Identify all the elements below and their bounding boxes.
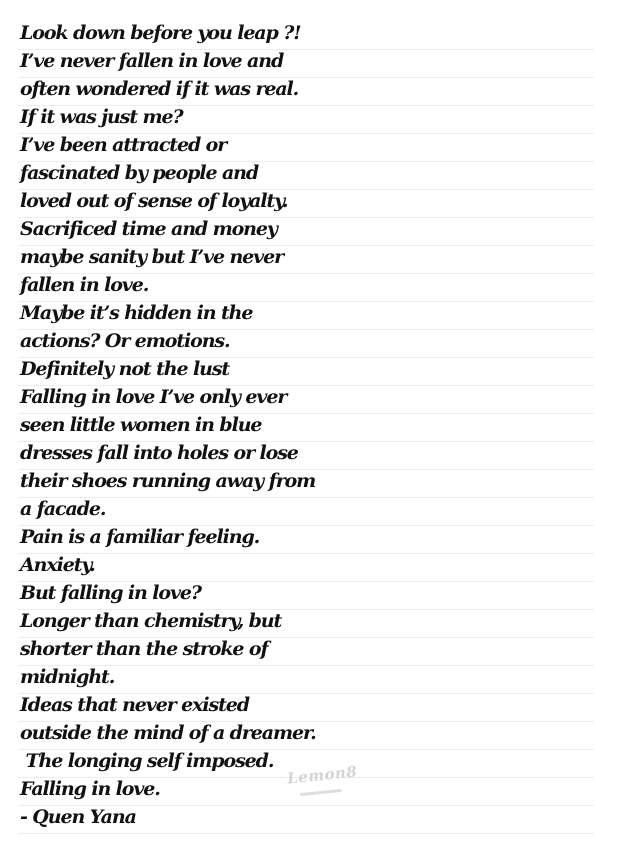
poem-line: midnight. [20, 666, 115, 688]
ruled-line [18, 833, 594, 834]
poem-line: Look down before you leap ?! [20, 22, 301, 44]
poem-line: Definitely not the lust [20, 358, 230, 380]
lemon8-watermark: Lemon8 [286, 762, 359, 788]
poem-line: shorter than the stroke of [20, 638, 268, 660]
poem-text [20, 19, 580, 831]
poem-line: often wondered if it was real. [20, 78, 299, 100]
poem-line: Falling in love. [20, 778, 160, 800]
poem-line: dresses fall into holes or lose [20, 442, 298, 464]
poem-line: But falling in love? [20, 582, 201, 604]
poem-line: I’ve been attracted or [20, 134, 227, 156]
poem-line: fascinated by people and [20, 162, 259, 184]
poem-line: a facade. [20, 498, 106, 520]
poem-line: Longer than chemistry, but [20, 610, 282, 632]
poem-signature: - Quen Yana [20, 806, 136, 828]
poem-line: maybe sanity but I’ve never [20, 246, 283, 268]
poem-line: seen little women in blue [20, 414, 262, 436]
poem-line: Sacrificed time and money [20, 218, 277, 240]
poem-line: actions? Or emotions. [20, 330, 230, 352]
poem-line: If it was just me? [20, 106, 183, 128]
poem-line: The longing self imposed. [20, 750, 274, 772]
poem-line: loved out of sense of loyalty. [20, 190, 288, 212]
poem-line: Pain is a familiar feeling. [20, 526, 260, 548]
poem-line: Falling in love I’ve only ever [20, 386, 287, 408]
poem-line: Ideas that never existed [20, 694, 249, 716]
poem-line: outside the mind of a dreamer. [20, 722, 316, 744]
poem-line: Maybe it’s hidden in the [20, 302, 253, 324]
poem-line: I’ve never fallen in love and [20, 50, 284, 72]
poem-line: their shoes running away from [20, 470, 316, 492]
poem-line: Anxiety. [20, 554, 95, 576]
poem-line: fallen in love. [20, 274, 149, 296]
